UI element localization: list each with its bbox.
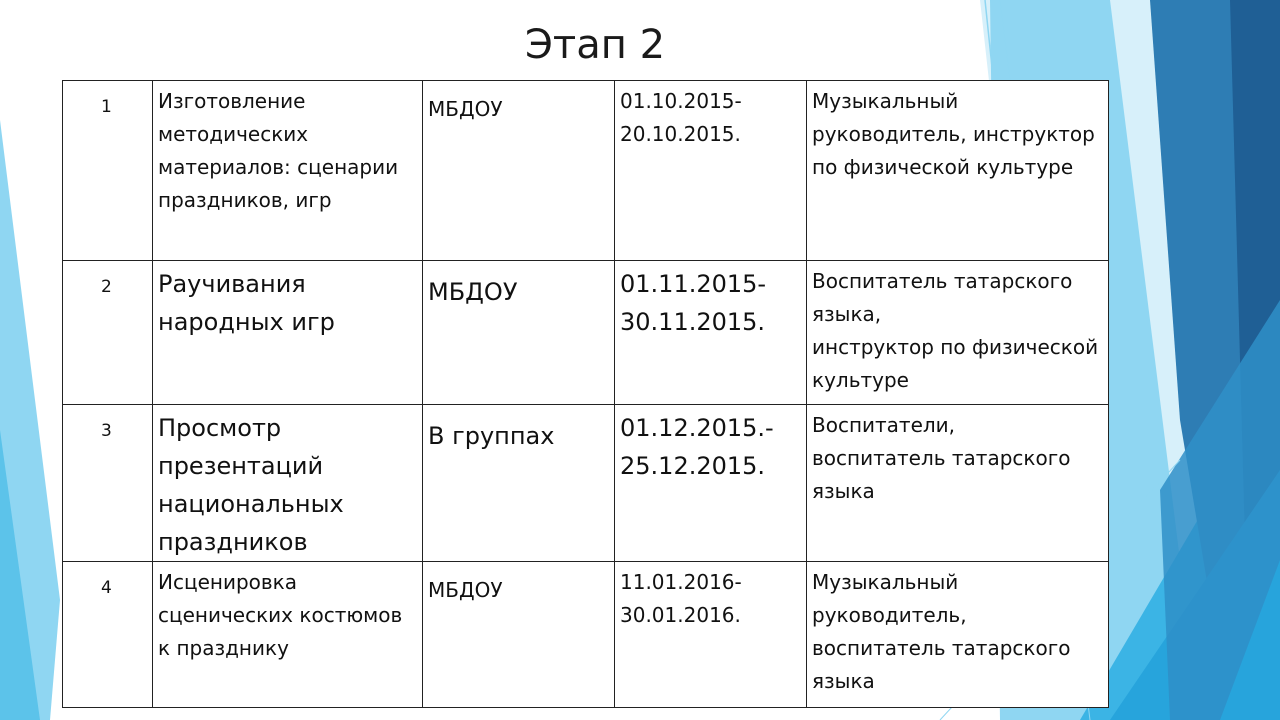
slide-title: Этап 2 bbox=[524, 22, 666, 68]
place-cell: В группах bbox=[423, 405, 615, 562]
dates-cell: 01.10.2015- 20.10.2015. bbox=[615, 81, 807, 261]
table-row bbox=[63, 405, 1109, 562]
table-row bbox=[63, 562, 1109, 708]
executors-cell: Воспитатель татарского языка, инструктор по физической культуре bbox=[807, 261, 1109, 405]
schedule-table bbox=[62, 80, 1109, 708]
table-row bbox=[63, 261, 1109, 405]
row-number: 3 bbox=[63, 405, 153, 562]
dates-cell: 11.01.2016- 30.01.2016. bbox=[615, 562, 807, 708]
dates-cell: 01.12.2015.- 25.12.2015. bbox=[615, 405, 807, 562]
row-number: 4 bbox=[63, 562, 153, 708]
place-cell: МБДОУ bbox=[423, 81, 615, 261]
place-cell: МБДОУ bbox=[423, 562, 615, 708]
executors-cell: Музыкальный руководитель, воспитатель татарского языка bbox=[807, 562, 1109, 708]
row-number: 1 bbox=[63, 81, 153, 261]
activity-cell: Просмотр презентаций национальных праздников bbox=[153, 405, 423, 562]
executors-cell: Воспитатели, воспитатель татарского языка bbox=[807, 405, 1109, 562]
row-number: 2 bbox=[63, 261, 153, 405]
activity-cell: Исценировка сценических костюмов к празднику bbox=[153, 562, 423, 708]
activity-cell: Изготовление методических материалов: сценарии праздников, игр bbox=[153, 81, 423, 261]
dates-cell: 01.11.2015- 30.11.2015. bbox=[615, 261, 807, 405]
activity-cell: Раучивания народных игр bbox=[153, 261, 423, 405]
table-row bbox=[63, 81, 1109, 261]
executors-cell: Музыкальный руководитель, инструктор по физической культуре bbox=[807, 81, 1109, 261]
place-cell: МБДОУ bbox=[423, 261, 615, 405]
